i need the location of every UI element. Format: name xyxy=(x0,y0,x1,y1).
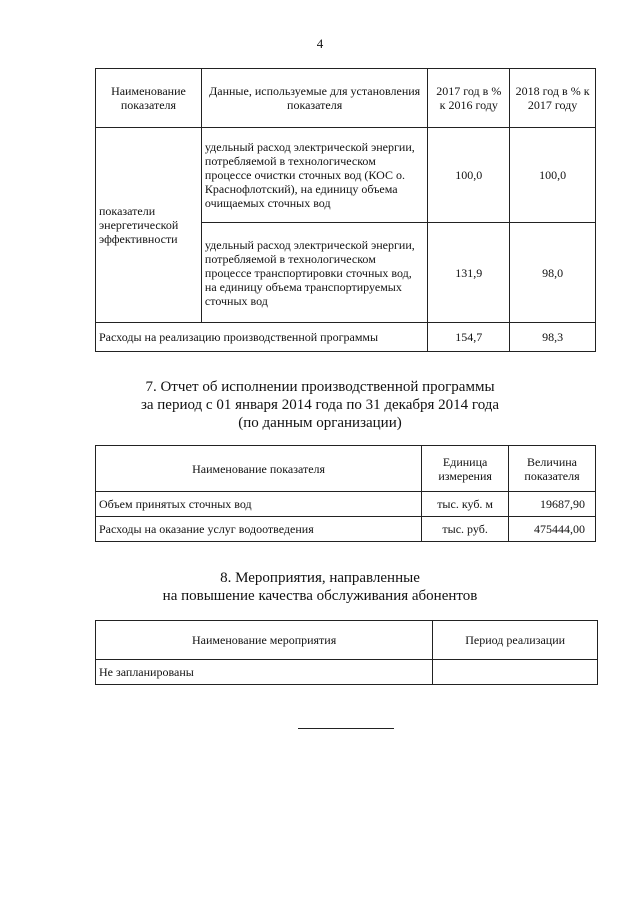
table-row xyxy=(96,517,596,542)
expense-row xyxy=(96,323,596,352)
section-8-title: 8. Мероприятия, направленные xyxy=(220,570,420,586)
row-description: удельный расход электрической энергии, потребляемой в технологическом процессе транспортировки сточных вод, на единицу объема транспортируемых сточных вод xyxy=(201,223,427,323)
energy-efficiency-table xyxy=(95,68,596,352)
row-value-2017: 131,9 xyxy=(428,223,510,323)
row-value-2018: 98,0 xyxy=(510,223,596,323)
row-value: 19687,90 xyxy=(509,492,596,517)
row-unit: тыс. куб. м xyxy=(422,492,509,517)
row-name: Расходы на оказание услуг водоотведения xyxy=(96,517,422,542)
row-value: 475444,00 xyxy=(509,517,596,542)
table-row xyxy=(96,660,598,685)
row-unit: тыс. руб. xyxy=(422,517,509,542)
header-data-used: Данные, используемые для установления показателя xyxy=(201,69,427,128)
header-value: Величина показателя xyxy=(509,446,596,492)
row-description: удельный расход электрической энергии, потребляемой в технологическом процессе очистки сточных вод (КОС о. Краснофлотский), на единицу объема очищаемых сточных вод xyxy=(201,128,427,223)
section-8-subtitle: на повышение качества обслуживания абонентов xyxy=(162,588,478,604)
header-indicator-name: Наименование показателя xyxy=(96,446,422,492)
row-value-2018: 100,0 xyxy=(510,128,596,223)
header-measure-name: Наименование мероприятия xyxy=(96,621,433,660)
expense-value-2018: 98,3 xyxy=(510,323,596,352)
table-row xyxy=(96,128,596,223)
table-header-row xyxy=(96,621,598,660)
row-period xyxy=(433,660,598,685)
section-7-source: (по данным организации) xyxy=(238,415,402,431)
row-measure-name: Не запланированы xyxy=(96,660,433,685)
group-label: показатели энергетической эффективности xyxy=(96,128,202,323)
header-period: Период реализации xyxy=(433,621,598,660)
section-8-heading xyxy=(0,569,640,605)
table-header-row xyxy=(96,446,596,492)
table-row xyxy=(96,492,596,517)
section-7-period: за период с 01 января 2014 года по 31 декабря 2014 года xyxy=(140,397,500,413)
section-7-heading xyxy=(0,378,640,432)
measures-table xyxy=(95,620,598,685)
section-7-title: 7. Отчет об исполнении производственной программы xyxy=(145,379,495,395)
header-unit: Единица измерения xyxy=(422,446,509,492)
program-report-table xyxy=(95,445,596,542)
end-divider-line xyxy=(298,728,394,729)
row-value-2017: 100,0 xyxy=(428,128,510,223)
page-number: 4 xyxy=(316,36,324,51)
header-2018: 2018 год в % к 2017 году xyxy=(510,69,596,128)
expense-value-2017: 154,7 xyxy=(428,323,510,352)
header-indicator-name: Наименование показателя xyxy=(96,69,202,128)
expense-label: Расходы на реализацию производственной программы xyxy=(96,323,428,352)
header-2017: 2017 год в % к 2016 году xyxy=(428,69,510,128)
row-name: Объем принятых сточных вод xyxy=(96,492,422,517)
table-header-row xyxy=(96,69,596,128)
